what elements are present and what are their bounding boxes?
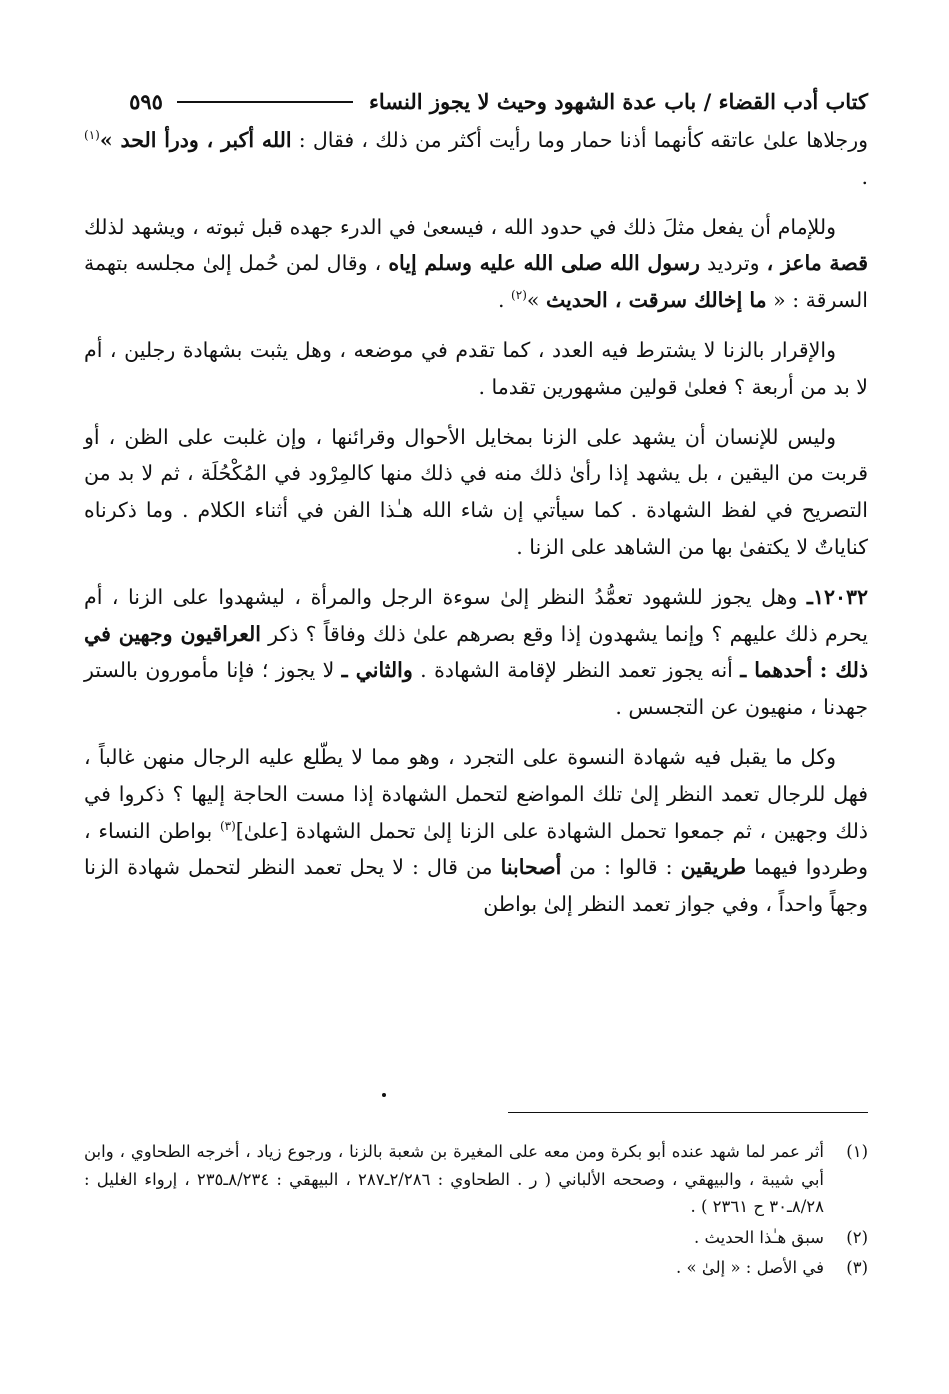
paragraph-1 <box>84 122 868 196</box>
indent <box>836 338 868 362</box>
page-number: ٥٩٥ <box>129 89 163 114</box>
footnote-number: (٢) <box>846 1227 868 1247</box>
running-header-title: كتاب أدب القضاء / باب عدة الشهود وحيث لا يجوز النساء <box>368 89 868 114</box>
paragraph-text: وكل ما يقبل فيه شهادة النسوة على التجرد ، وهو مما لا يطّلع عليه الرجال منهن غالباً ، فهل للرجال تعمد النظر إلىٰ تلك المواضع لتحمل الشهادة إذا مست الحاجة إليها ؟ ذكروا في ذلك وجهين ، ثم جمعوا تحمل الشهادة على الزنا إلىٰ تحمل الشهادة [علىٰ] <box>84 744 869 843</box>
footnote-text: سبق هـٰذا الحديث . <box>693 1227 824 1247</box>
paragraph-text: وهل يجوز للشهود تعمُّدُ النظر إلىٰ سوءة الرجل والمرأة ، ليشهدوا على الزنا ، أم يحرم ذلك عليهم ؟ وإنما يشهدون إذا وقع بصرهم علىٰ ذلك وفاقاً ؟ ذكر <box>84 584 868 646</box>
paragraph-text: وليس للإنسان أن يشهد على الزنا بمخايل الأحوال وقرائنها ، وإن غلبت على الظن ، أو قربت من اليقين ، بل يشهد إذا رأىٰ ذلك منه في ذلك منها كالمِرْود في المُكْحُلَة ، ثم لا بد من التصريح في لفظ الشهادة . كما سيأتي إن شاء الله هـٰذا الفن في أثناء الكلام . وما ذكرناه كناياتٌ لا يكتفىٰ بها من الشاهد على الزنا . <box>84 424 868 559</box>
paragraph-text: أنه يجوز تعمد النظر لإقامة الشهادة . <box>412 658 741 683</box>
footnote-3 <box>84 1254 868 1282</box>
paragraph-5 <box>84 579 868 726</box>
footnote-ref-2: (٢) <box>511 288 527 303</box>
footnote-text: أثر عمر لما شهد عنده أبو بكرة ومن معه على المغيرة بن شعبة بالزنا ، ورجوع زياد ، أخرجه الطحاوي ، وابن أبي شيبة ، والبيهقي ، وصححه الألباني ( ر . الطحاوي : ٢/٢٨٦ـ٢٨٧ ، البيهقي : ٨/٢٣٤ـ٢٣٥ ، إرواء الغليل : ٨/٢٨ـ٣٠ ح ٢٣٦١ ) . <box>84 1142 824 1216</box>
footnote-number: (١) <box>846 1142 868 1161</box>
paragraph-text: ، وقال لمن حُمل إلىٰ مجلسه بتهمة السرقة : « <box>84 251 868 313</box>
footnote-ref-1: (١) <box>84 128 100 143</box>
bold-phrase: قصة ماعز ، <box>766 251 868 276</box>
paragraph-3 <box>84 332 868 406</box>
catchword-dot <box>382 1093 386 1097</box>
bold-phrase: رسول الله صلى الله عليه وسلم إياه <box>388 251 700 276</box>
paragraph-text: وللإمام أن يفعل مثلَ ذلك في حدود الله ، فيسعىٰ في الدرء جهده قبل ثبوته ، ويشهد لذلك <box>84 214 836 239</box>
bold-phrase: ما إخالك سرقت ، الحديث <box>545 288 767 313</box>
bold-phrase: العراقيون وجهين في ذلك : <box>84 621 868 683</box>
paragraph-text: بواطن النساء ، وطردوا فيهما <box>84 818 869 880</box>
paragraph-4 <box>84 419 868 566</box>
paragraph-text: » <box>526 288 546 313</box>
paragraph-2 <box>84 209 868 319</box>
footnote-number: (٣) <box>846 1258 868 1277</box>
paragraph-text <box>812 658 819 682</box>
bold-phrase: أصحابنا <box>500 855 562 880</box>
bold-phrase: طريقين <box>680 855 747 880</box>
paragraph-text: : قالوا : من <box>561 855 681 880</box>
indent <box>836 425 868 449</box>
bold-phrase: أحدهما ـ <box>740 658 813 683</box>
footnote-ref-3: (٣) <box>219 818 236 833</box>
footnote-1 <box>84 1138 868 1221</box>
header-rule <box>177 101 353 103</box>
footnote-2 <box>84 1224 868 1252</box>
paragraph-text: ورجلاها علىٰ عاتقه كأنهما أذنا حمار وما رأيت أكثر من ذلك ، فقال : <box>291 128 868 152</box>
indent <box>836 745 868 769</box>
indent <box>836 215 868 239</box>
section-number: ١٢٠٣٢ـ <box>806 584 868 609</box>
page-body <box>84 82 868 936</box>
bold-phrase: الله أكبر ، ودرأ الحد » <box>99 128 292 152</box>
bold-phrase: والثاني ـ <box>341 658 413 683</box>
paragraph-6 <box>84 739 868 923</box>
paragraph-text: . <box>861 164 868 189</box>
paragraph-text: لا يجوز ؛ فإنا مأمورون بالستر جهدنا ، منهيون عن التجسس . <box>84 658 868 720</box>
footnotes <box>84 1138 868 1285</box>
paragraph-text: من قال : لا يحل تعمد النظر لتحمل شهادة الزنا وجهاً واحداً ، وفي جواز تعمد النظر إلىٰ بواطن <box>84 855 868 917</box>
paragraph-text: وترديد <box>699 251 767 276</box>
footnote-separator <box>508 1112 868 1113</box>
paragraph-text: . <box>498 288 512 313</box>
paragraph-text: والإقرار بالزنا لا يشترط فيه العدد ، كما تقدم في موضعه ، وهل يثبت بشهادة رجلين ، أم لا بد من أربعة ؟ فعلىٰ قولين مشهورين تقدما . <box>84 337 868 399</box>
footnote-text: في الأصل : « إلىٰ » . <box>676 1258 824 1277</box>
running-header <box>84 82 868 122</box>
